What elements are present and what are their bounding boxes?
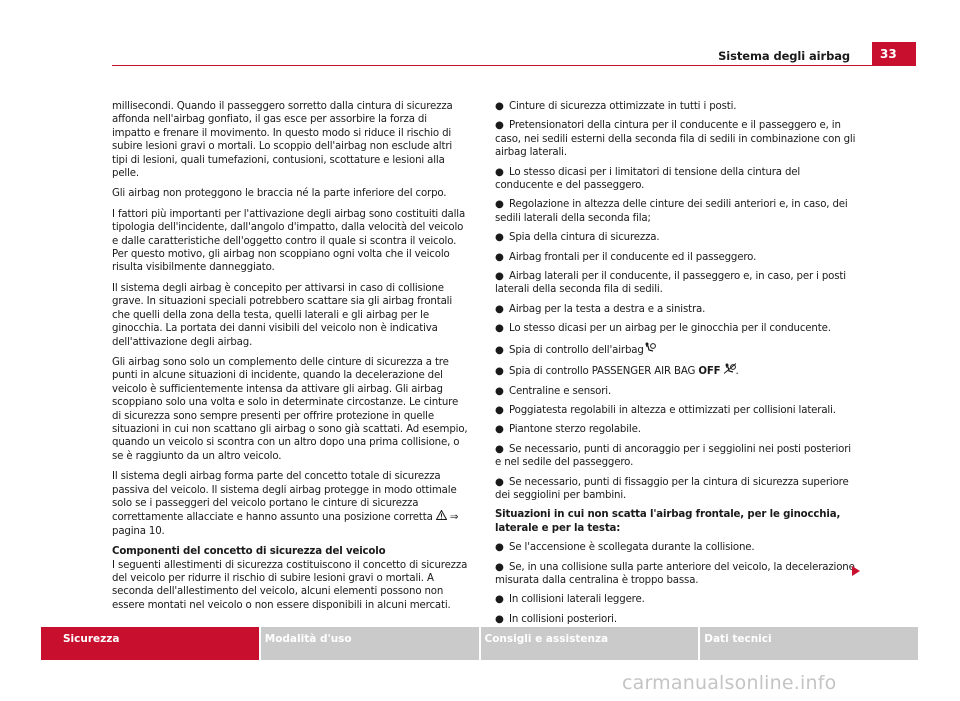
bullet-icon: ● [495, 271, 504, 283]
bullet-icon: ● [495, 613, 504, 625]
header-title: Sistema degli airbag [718, 49, 850, 63]
bullet-icon: ● [495, 323, 504, 335]
bullet-icon: ● [495, 561, 504, 573]
off-label: OFF [698, 366, 721, 378]
bullet-icon: ● [495, 344, 504, 356]
list-item: ● Spia di controllo dell'airbag [495, 342, 857, 357]
bullet-icon: ● [495, 542, 504, 554]
bullet-icon: ● [495, 232, 504, 244]
components-heading: Componenti del concetto di sicurezza del veicolo [112, 546, 386, 558]
paragraph: Il sistema degli airbag è concepito per attivarsi in caso di collisione grave. In situazioni speciali potrebbero scattare sia gli airbag frontali che quelli della zona della testa, quelli laterali e gli airbag per le ginocchia. La portata dei danni visibili del veicolo non è indicativa dell'attivazione degli airbag. [112, 282, 453, 348]
watermark: carmanualsonline.info [622, 672, 837, 694]
tab-modalita-uso[interactable]: Modalità d'uso [261, 627, 479, 660]
bullet-icon: ● [495, 366, 504, 378]
tab-sicurezza[interactable]: Sicurezza [41, 627, 259, 660]
paragraph: I seguenti allestimenti di sicurezza costituiscono il concetto di sicurezza del veicolo per ridurre il rischio di subire lesioni gravi o mortali. A seconda dell'allestimento del veicolo, alcuni elementi possono non essere montati nel veicolo o non essere disponibili in alcuni mercati. [112, 559, 468, 611]
warning-icon [436, 510, 447, 523]
paragraph: Gli airbag sono solo un complemento delle cinture di sicurezza a tre punti in alcune situazioni di incidente, quando la decelerazione del veicolo è sufficientemente intensa da attivare gli airbag. Gli airbag scoppiano solo una volta e solo in determinate circostanze. Le cinture di sicurezza sono sempre presenti per offrire protezione in quelle situazioni in cui non scattano gli airbag o sono già scattati. Ad esempio, quando un veicolo si scontra con un altro dopo una prima collisione, o se è raggiunto da un altro veicolo. [112, 356, 468, 462]
tab-dati-tecnici[interactable]: Dati tecnici [700, 627, 918, 660]
list-item: ● Piantone sterzo regolabile. [495, 424, 641, 436]
list-item: ● Lo stesso dicasi per un airbag per le ginocchia per il conducente. [495, 323, 831, 335]
list-item: ● Se l'accensione è scollegata durante la collisione. [495, 542, 755, 554]
bullet-icon: ● [495, 385, 504, 397]
bullet-icon: ● [495, 166, 504, 178]
list-item: ● Se necessario, punti di ancoraggio per i seggiolini nei posti posteriori e nel sedile del passeggero. [495, 443, 851, 469]
list-item: ● In collisioni laterali leggere. [495, 594, 645, 606]
paragraph: Gli airbag non proteggono le braccia né la parte inferiore del corpo. [112, 188, 447, 200]
list-item: ● Centraline e sensori. [495, 385, 612, 397]
left-column [112, 100, 468, 619]
list-item: ● Airbag laterali per il conducente, il passeggero e, in caso, per i posti laterali della seconda fila di sedili. [495, 271, 846, 296]
list-item: ● Se necessario, punti di fissaggio per la cintura di sicurezza superiore dei seggiolini per bambini. [495, 476, 849, 501]
paragraph: I fattori più importanti per l'attivazione degli airbag sono costituiti dalla tipologia dell'incidente, dall'angolo d'impatto, dalla velocità del veicolo e dalle caratteristiche dell'oggetto contro il quale si scontra il veicolo. Per questo motivo, gli airbag non scoppiano ogni volta che il veicolo risulta visibilmente danneggiato. [112, 208, 466, 274]
header-rule [112, 65, 872, 66]
list-item: ● In collisioni posteriori. [495, 613, 617, 625]
bullet-icon: ● [495, 443, 504, 455]
footer-nav [41, 627, 918, 660]
continue-arrow-icon [852, 566, 860, 576]
airbag-warning-light-icon [644, 345, 656, 356]
situations-heading: Situazioni in cui non scatta l'airbag frontale, per le ginocchia, laterale e per la testa: [495, 509, 841, 534]
page-number-badge: 33 [872, 42, 916, 66]
bullet-icon: ● [495, 199, 504, 211]
right-column [495, 100, 857, 632]
bullet-icon: ● [495, 404, 504, 416]
bullet-icon: ● [495, 476, 504, 488]
bullet-icon: ● [495, 251, 504, 263]
bullet-icon: ● [495, 303, 504, 315]
passenger-airbag-off-icon [724, 366, 736, 377]
page-reference-link[interactable]: ⇒ pagina 10. [112, 512, 459, 537]
list-item: ● Airbag frontali per il conducente ed il passeggero. [495, 251, 757, 263]
tab-consigli-assistenza[interactable]: Consigli e assistenza [481, 627, 699, 660]
list-item: ● Se, in una collisione sulla parte anteriore del veicolo, la decelerazione misurata dalla centralina è troppo bassa. [495, 561, 855, 586]
paragraph: millisecondi. Quando il passeggero sorretto dalla cintura di sicurezza affonda nell'airbag gonfiato, il gas esce per assorbire la forza di impatto e frenare il movimento. In questo modo si riduce il rischio di subire lesioni gravi o mortali. Lo scoppio dell'airbag non esclude altri tipi di lesioni, quali tumefazioni, contusioni, scottature e lesioni alla pelle. [112, 101, 453, 180]
list-item: ● Spia di controllo PASSENGER AIR BAG OFF . [495, 363, 857, 378]
bullet-icon: ● [495, 424, 504, 436]
bullet-icon: ● [495, 101, 504, 112]
bullet-icon: ● [495, 594, 504, 606]
concept-text: Il sistema degli airbag forma parte del concetto totale di sicurezza passiva del veicolo. Il sistema degli airbag protegge in modo ottimale solo se i passeggeri del veicolo portano le cinture di sicurezza correttamente allacciate e hanno assunto una posizione corretta [112, 471, 457, 524]
paragraph [112, 470, 468, 538]
list-item: ● Airbag per la testa a destra e a sinistra. [495, 303, 706, 315]
list-item: ● Pretensionatori della cintura per il conducente e il passeggero e, in caso, nei sedili esterni della seconda fila di sedili in combinazione con gli airbag laterali. [495, 120, 856, 159]
list-item: ● Spia della cintura di sicurezza. [495, 232, 660, 244]
bullet-icon: ● [495, 120, 504, 132]
list-item: ● Regolazione in altezza delle cinture dei sedili anteriori e, in caso, dei sedili laterali della seconda fila; [495, 199, 848, 224]
list-item: ● Poggiatesta regolabili in altezza e ottimizzati per collisioni laterali. [495, 404, 836, 416]
list-item: ● Cinture di sicurezza ottimizzate in tutti i posti. [495, 101, 737, 112]
list-item: ● Lo stesso dicasi per i limitatori di tensione della cintura del conducente e del passeggero. [495, 166, 801, 192]
